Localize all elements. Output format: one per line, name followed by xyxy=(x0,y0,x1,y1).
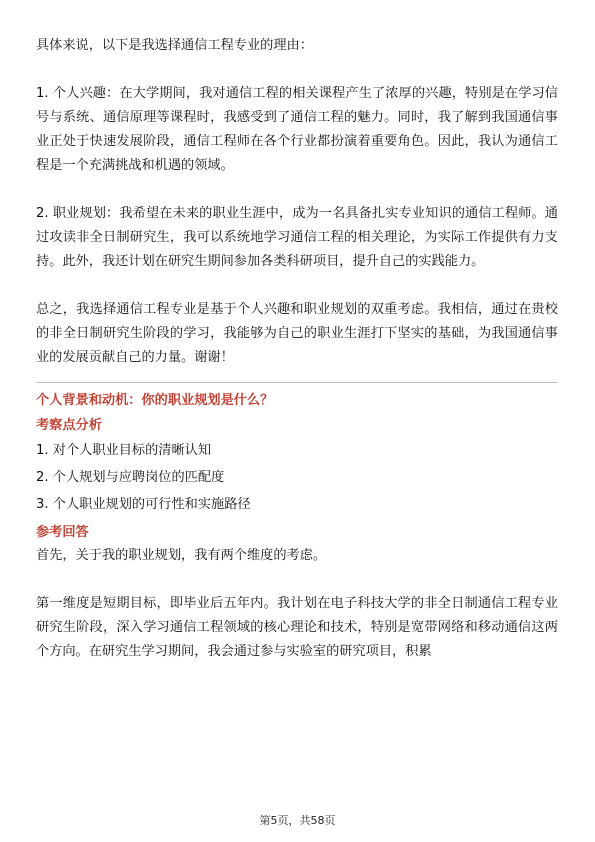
question-title: 个人背景和动机：你的职业规划是什么？ xyxy=(36,393,274,408)
answer-heading: 参考回答 xyxy=(36,525,89,540)
reason-paragraph-career: 2. 职业规划：我希望在未来的职业生涯中，成为一名具备扎实专业知识的通信工程师。通过攻读非全日制研究生，我可以系统地学习通信工程的相关理论，为实际工作提供有力支持。此外，我还计划在研究生期间参加各类科研项目，提升自己的实践能力。 xyxy=(36,206,558,269)
page-number-footer: 第5页，共58页 xyxy=(259,814,336,827)
analysis-point: 2. 个人规划与应聘岗位的匹配度 xyxy=(36,470,225,485)
answer-paragraph: 首先，关于我的职业规划，我有两个维度的考虑。 xyxy=(36,548,327,563)
analysis-heading: 考察点分析 xyxy=(36,418,102,433)
conclusion-paragraph: 总之，我选择通信工程专业是基于个人兴趣和职业规划的双重考虑。我相信，通过在贵校的非全日制研究生阶段的学习，我能够为自己的职业生涯打下坚实的基础，为我国通信事业的发展贡献自己的力量。谢谢！ xyxy=(36,302,558,365)
section-divider xyxy=(36,382,558,383)
analysis-point: 3. 个人职业规划的可行性和实施路径 xyxy=(36,497,251,512)
reason-paragraph-interest: 1. 个人兴趣：在大学期间，我对通信工程的相关课程产生了浓厚的兴趣，特别是在学习信号与系统、通信原理等课程时，我感受到了通信工程的魅力。同时，我了解到我国通信事业正处于快速发展阶段，通信工程师在各个行业都扮演着重要角色。因此，我认为通信工程是一个充满挑战和机遇的领域。 xyxy=(36,86,558,173)
answer-paragraph: 第一维度是短期目标，即毕业后五年内。我计划在电子科技大学的非全日制通信工程专业研究生阶段，深入学习通信工程领域的核心理论和技术，特别是宽带网络和移动通信这两个方向。在研究生学习期间，我会通过参与实验室的研究项目，积累 xyxy=(36,596,558,659)
analysis-point: 1. 对个人职业目标的清晰认知 xyxy=(36,443,212,458)
page-content xyxy=(36,34,558,664)
intro-paragraph: 具体来说，以下是我选择通信工程专业的理由： xyxy=(36,38,313,53)
